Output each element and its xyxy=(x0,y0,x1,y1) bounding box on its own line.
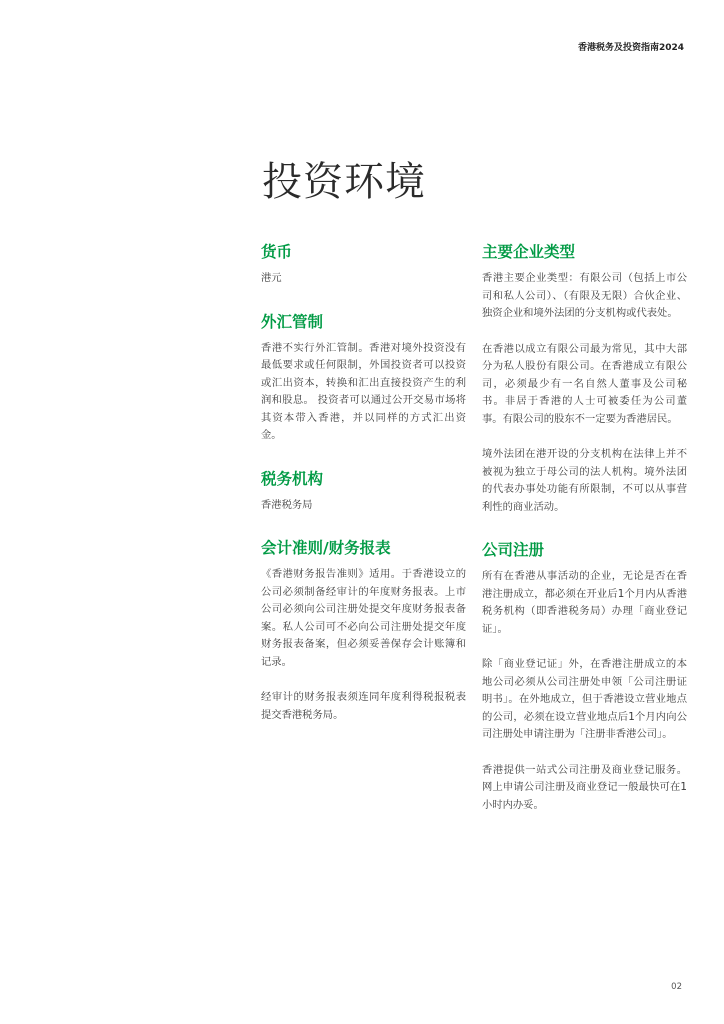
section-heading: 公司注册 xyxy=(482,541,545,559)
section-heading: 货币 xyxy=(261,243,293,261)
section-paragraph: 在香港以成立有限公司最为常见，其中大部分为私人股份有限公司。在香港成立有限公司，必须最少有一名自然人董事及公司秘书。非居于香港的人士可被委任为公司董事。有限公司的股东不一定要为香港居民。 xyxy=(482,342,687,425)
section-heading: 外汇管制 xyxy=(261,312,324,331)
document-header-title: 香港税务及投资指南2024 xyxy=(577,43,684,53)
content-section xyxy=(261,310,466,445)
section-paragraph: 港元 xyxy=(261,272,282,284)
section-paragraph: 香港税务局 xyxy=(261,498,313,511)
page-number: 02 xyxy=(671,982,682,992)
section-paragraph: 香港不实行外汇管制。香港对境外投资没有最低要求或任何限制，外国投资者可以投资或汇出资本，转换和汇出直接投资产生的利润和股息。 投资者可以通过公开交易市场将其资本带入香港，并以同样的方式汇出资金。 xyxy=(261,341,466,441)
content-section xyxy=(482,538,687,814)
section-paragraph: 除「商业登记证」外，在香港注册成立的本地公司必须从公司注册处申领「公司注册证明书」。在外地成立，但于香港设立营业地点的公司，必须在设立营业地点后1个月内向公司注册处申请注册为「注册非香港公司」。 xyxy=(482,658,687,740)
section-heading: 主要企业类型 xyxy=(482,243,576,261)
content-section xyxy=(261,467,466,515)
page-title: 投资环境 xyxy=(262,159,426,205)
section-paragraph: 经审计的财务报表须连同年度利得税报税表提交香港税务局。 xyxy=(261,691,466,721)
section-paragraph: 所有在香港从事活动的企业，无论是否在香港注册成立，都必须在开业后1个月内从香港税务机构（即香港税务局）办理「商业登记证」。 xyxy=(482,570,687,635)
content-section xyxy=(482,240,687,516)
section-heading: 税务机构 xyxy=(261,469,324,488)
left-column xyxy=(261,240,466,746)
section-heading: 会计准则/财务报表 xyxy=(261,539,391,557)
content-section xyxy=(261,536,466,724)
section-paragraph: 境外法团在港开设的分支机构在法律上并不被视为独立于母公司的法人机构。境外法团的代表办事处功能有所限制，不可以从事营利性的商业活动。 xyxy=(482,448,687,513)
content-section xyxy=(261,240,466,288)
section-paragraph: 香港主要企业类型：有限公司（包括上市公司和私人公司）、（有限及无限）合伙企业、独资企业和境外法团的分支机构或代表处。 xyxy=(482,272,687,319)
section-paragraph: 香港提供一站式公司注册及商业登记服务。网上申请公司注册及商业登记一般最快可在1小时内办妥。 xyxy=(482,763,687,811)
section-paragraph: 《香港财务报告准则》适用。于香港设立的公司必须制备经审计的年度财务报表。上市公司必须向公司注册处提交年度财务报表备案。私人公司可不必向公司注册处提交年度财务报表备案，但必须妥善保存会计账簿和记录。 xyxy=(261,568,466,668)
right-column xyxy=(482,240,687,836)
